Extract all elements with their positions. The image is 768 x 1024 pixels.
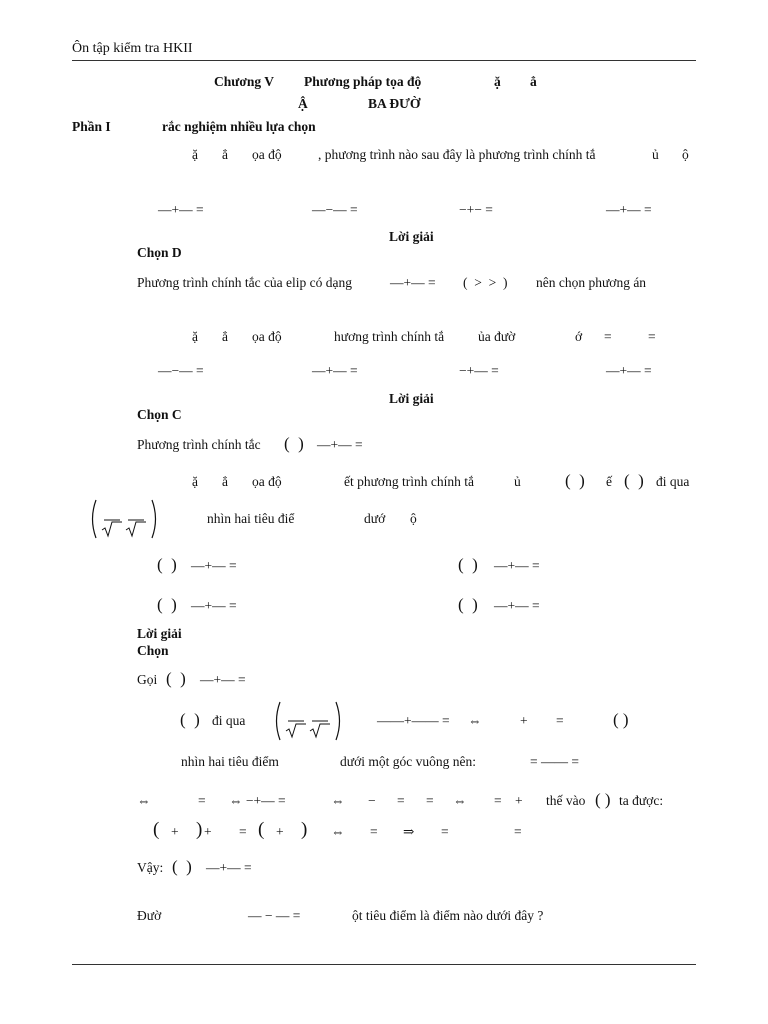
q2-choice-b: —+— = <box>312 363 358 378</box>
q3-step2-formula: ——+—— = <box>377 713 450 728</box>
q2-choice-c: −+— = <box>459 363 499 378</box>
chapter-title-line2: BA ĐƯỜ <box>368 96 421 111</box>
header-title: Ôn tập kiểm tra HKII <box>72 41 193 56</box>
chapter-title-subject: Phương pháp tọa độ <box>304 74 422 89</box>
q3-step1-label: Gọi <box>137 672 158 687</box>
q3-step2-paren: ( ) <box>180 710 200 729</box>
q3-solution-heading: Lời giải <box>137 626 182 641</box>
q2-frag: ủa đườ <box>478 329 516 344</box>
q3-step3-formula: = —— = <box>530 754 579 769</box>
q3-step4-sym: = <box>397 793 405 808</box>
q3-step5-paren: ) <box>301 819 308 840</box>
q3-step5-sym: ⇔ <box>331 824 345 839</box>
q3-choice-d: —+— = <box>494 598 540 613</box>
q3-step5-sym: + <box>276 824 284 839</box>
q1-frag: ọa độ <box>252 147 282 162</box>
footer-rule <box>72 964 696 965</box>
q2-question: hương trình chính tắ <box>334 329 445 344</box>
chapter-title-frag: ẳ <box>530 74 537 89</box>
q2-frag: ớ <box>575 329 583 344</box>
q3-paren: ( ) <box>565 471 585 490</box>
q2-frag: = <box>648 329 656 344</box>
chapter-title-line2: Ậ <box>298 96 308 111</box>
q3-step4-sym: = <box>198 793 206 808</box>
q3-question-cont: nhìn hai tiêu điể <box>207 511 295 526</box>
q1-choice-b: —−— = <box>312 202 358 217</box>
q1-explanation-end: nên chọn phương án <box>536 275 647 290</box>
q3-step5-sym: + <box>171 824 179 839</box>
q2-explanation-formula: —+— = <box>317 437 363 452</box>
q3-question: ết phương trình chính tắ <box>344 474 474 489</box>
q3-step3-text: nhìn hai tiêu điểm <box>181 754 279 769</box>
q2-frag: ặ <box>192 329 198 344</box>
q3-step2-point-bracket <box>272 700 344 742</box>
q1-frag: ộ <box>682 147 689 162</box>
q4-formula: — − — = <box>248 908 301 923</box>
q3-step5-sym: = <box>514 824 522 839</box>
q2-answer: Chọn C <box>137 407 182 422</box>
q3-step4-sym: + <box>515 793 523 808</box>
q3-step5-sym: + <box>204 824 212 839</box>
q3-step3-text-b: dưới một góc vuông nên: <box>340 754 476 769</box>
q3-frag: đi qua <box>656 474 690 489</box>
q3-step4-sym: ⇔ <box>137 793 151 808</box>
q3-choice-c: —+— = <box>191 598 237 613</box>
q3-frag: ẳ <box>222 474 228 489</box>
q3-choice-b-paren: ( ) <box>458 555 478 574</box>
q3-answer: Chọn <box>137 643 169 658</box>
q3-frag: ặ <box>192 474 198 489</box>
q3-step2-iff: ⇔ <box>468 713 482 728</box>
q1-explanation-formula: —+— = <box>390 275 436 290</box>
q3-step2-plus: + <box>520 713 528 728</box>
q3-conclusion-formula: —+— = <box>206 860 252 875</box>
q3-step1-formula: —+— = <box>200 672 246 687</box>
q3-step2-paren-end: ( ) <box>613 710 629 729</box>
chapter-title-frag: ặ <box>494 74 501 89</box>
chapter-title: Chương V <box>214 74 274 89</box>
q3-step5-paren: ) <box>196 819 203 840</box>
q3-step4-tail: thế vào <box>546 793 586 808</box>
q3-choice-d-paren: ( ) <box>458 595 478 614</box>
q1-choice-c: −+− = <box>459 202 493 217</box>
q1-answer: Chọn D <box>137 245 182 260</box>
q1-choice-a: —+— = <box>158 202 204 217</box>
q3-choice-a: —+— = <box>191 558 237 573</box>
q3-step2-eq: = <box>556 713 564 728</box>
q2-frag: = <box>604 329 612 344</box>
part-heading: rắc nghiệm nhiều lựa chọn <box>162 119 316 134</box>
q3-step5-paren: ( <box>153 819 160 840</box>
q3-step5-sym: = <box>370 824 378 839</box>
q2-choice-d: —+— = <box>606 363 652 378</box>
q3-step4-sym: ⇔ −+— = <box>229 793 286 808</box>
q3-conclusion-paren: ( ) <box>172 857 192 876</box>
q3-step1-paren: ( ) <box>166 669 186 688</box>
q3-choice-c-paren: ( ) <box>157 595 177 614</box>
q2-paren: ( ) <box>284 434 304 453</box>
q2-choice-a: —−— = <box>158 363 204 378</box>
q3-frag: dướ <box>364 511 386 526</box>
q2-frag: ẳ <box>222 329 228 344</box>
q4-frag: Đườ <box>137 908 162 923</box>
q1-question: , phương trình nào sau đây là phương trình chính tắ <box>318 147 596 162</box>
q3-step4-paren: ( ) <box>595 790 611 809</box>
q1-solution-heading: Lời giải <box>389 229 434 244</box>
q3-step5-paren: ( <box>258 819 265 840</box>
q1-frag: ẳ <box>222 147 228 162</box>
q1-explanation-condition: ( > > ) <box>463 275 508 290</box>
q2-solution-heading: Lời giải <box>389 391 434 406</box>
q3-step5-sym: = <box>441 824 449 839</box>
q3-frag: ọa độ <box>252 474 282 489</box>
q3-paren: ( ) <box>624 471 644 490</box>
q3-choice-b: —+— = <box>494 558 540 573</box>
q3-step4-sym: − <box>368 793 376 808</box>
q3-conclusion-label: Vậy: <box>137 860 164 875</box>
q3-frag: ủ <box>514 474 521 489</box>
q3-step4-sym: = <box>426 793 434 808</box>
q3-frag: ộ <box>410 511 417 526</box>
q3-point-bracket <box>88 498 160 540</box>
q3-step2-label: đi qua <box>212 713 246 728</box>
q3-frag: ế <box>606 474 612 489</box>
q3-step4-sym: ⇔ <box>453 793 467 808</box>
q3-step5-sym: ⇒ <box>403 824 415 839</box>
header-rule <box>72 60 696 61</box>
q2-frag: ọa độ <box>252 329 282 344</box>
q1-frag: ặ <box>192 147 198 162</box>
q4-question: ột tiêu điểm là điểm nào dưới đây ? <box>352 908 544 923</box>
q1-explanation: Phương trình chính tắc của elip có dạng <box>137 275 353 290</box>
q1-frag: ủ <box>652 147 659 162</box>
q3-choice-a-paren: ( ) <box>157 555 177 574</box>
q3-step4-tail2: ta được: <box>619 793 664 808</box>
q2-explanation: Phương trình chính tắc <box>137 437 261 452</box>
q3-step4-sym: = <box>494 793 502 808</box>
q3-step5-sym: = <box>239 824 247 839</box>
q3-step4-sym: ⇔ <box>331 793 345 808</box>
q1-choice-d: —+— = <box>606 202 652 217</box>
part-label: Phần I <box>72 119 111 134</box>
